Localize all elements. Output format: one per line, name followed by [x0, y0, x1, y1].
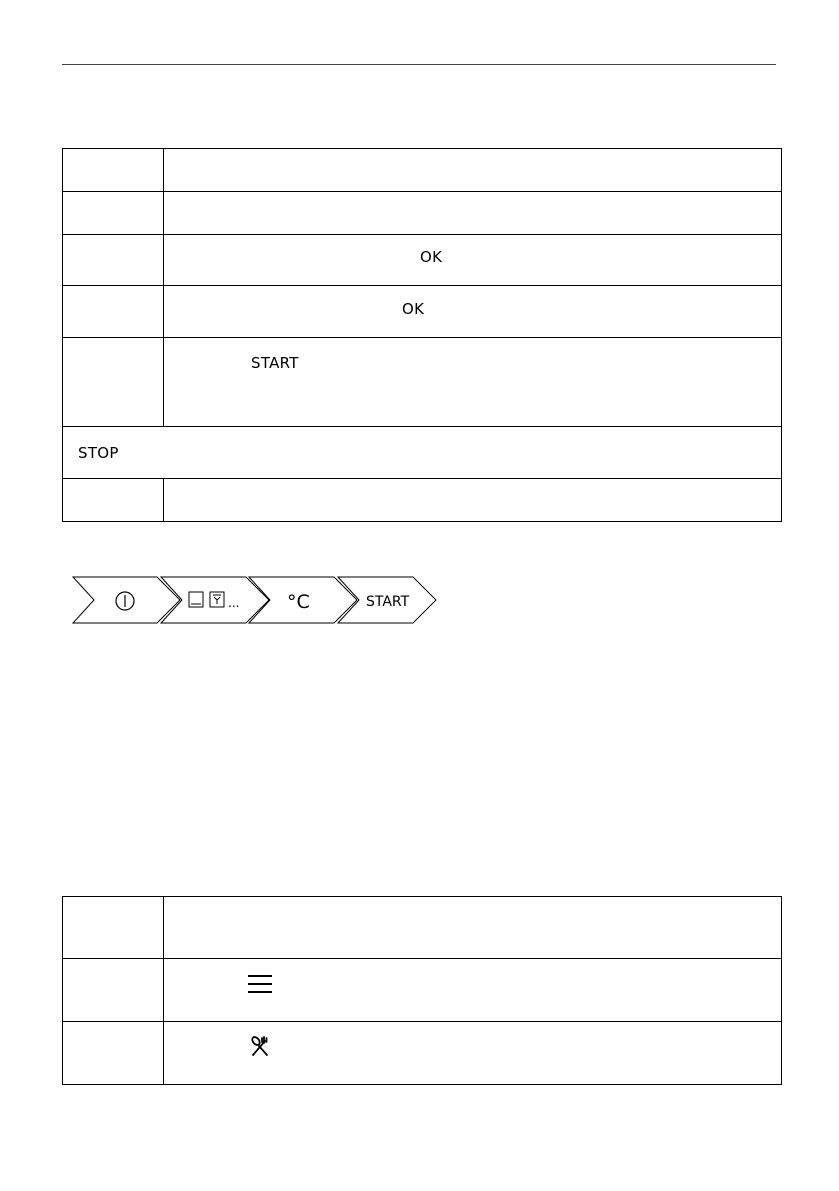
- step-text-cell: [164, 1022, 782, 1085]
- oven-function-icons: [189, 592, 224, 607]
- step-number-cell: [63, 1022, 164, 1085]
- flow-step-power: [73, 577, 180, 623]
- step-text-cell: [164, 959, 782, 1022]
- table-row: [63, 479, 782, 522]
- instruction-table-2: [62, 896, 782, 1085]
- step-text-cell: [164, 149, 782, 192]
- function-more-dots: ...: [228, 596, 240, 610]
- stop-key-label: STOP: [78, 444, 119, 462]
- step-text-cell: [164, 192, 782, 235]
- table-row: [63, 192, 782, 235]
- step-number-cell: [63, 479, 164, 522]
- table-row: [63, 959, 782, 1022]
- stop-row-cell: [63, 427, 782, 479]
- step-number-cell: [63, 149, 164, 192]
- ok-key-label: OK: [420, 248, 443, 266]
- step-text-cell: [164, 338, 782, 427]
- step-number-cell: [63, 959, 164, 1022]
- ok-key-label: OK: [402, 300, 425, 318]
- power-icon: [116, 592, 134, 610]
- table-row: [63, 427, 782, 479]
- table-row: [63, 149, 782, 192]
- operation-sequence-diagram: [72, 576, 442, 626]
- table-row: [63, 338, 782, 427]
- start-label: START: [366, 594, 410, 610]
- flow-step-function: [161, 577, 269, 623]
- step-text-cell: [164, 235, 782, 286]
- step-number-cell: [63, 192, 164, 235]
- step-number-cell: [63, 897, 164, 959]
- table-row: [63, 897, 782, 959]
- table-row: [63, 1022, 782, 1085]
- table-row: [63, 286, 782, 338]
- header-rule: [62, 64, 776, 65]
- fork-knife-icon: [250, 1035, 270, 1057]
- step-text-cell: [164, 286, 782, 338]
- menu-icon: [247, 973, 273, 995]
- step-text-cell: [164, 897, 782, 959]
- start-key-label: START: [251, 354, 299, 372]
- celsius-label: °C: [287, 591, 310, 613]
- instruction-table-1: [62, 148, 782, 522]
- step-number-cell: [63, 235, 164, 286]
- step-number-cell: [63, 286, 164, 338]
- table-row: [63, 235, 782, 286]
- step-text-cell: [164, 479, 782, 522]
- step-number-cell: [63, 338, 164, 427]
